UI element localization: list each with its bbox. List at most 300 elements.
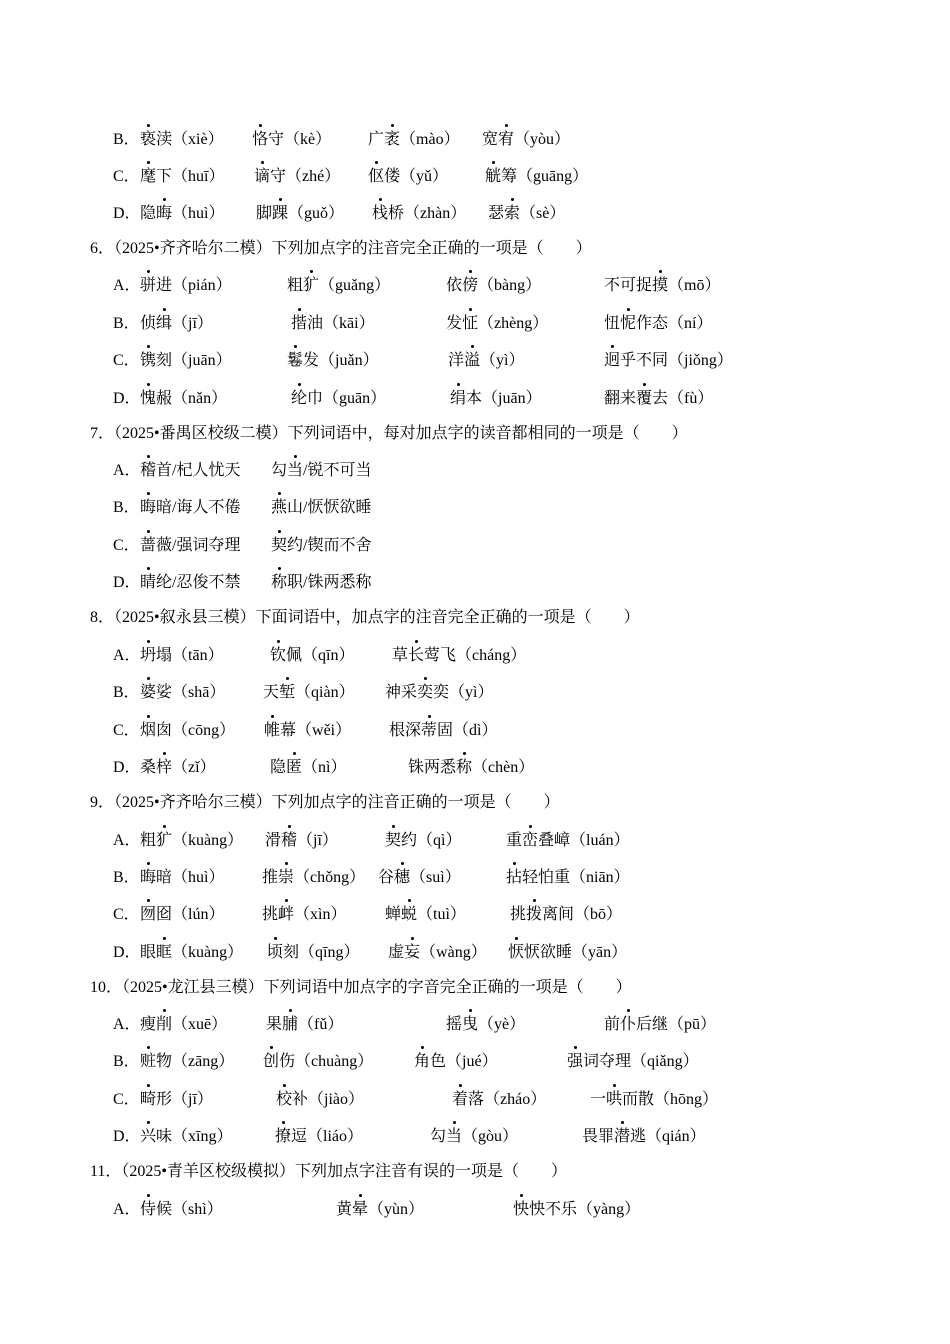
option-word [448, 349, 524, 373]
word-prefix: 隐 [140, 205, 157, 222]
option-word [264, 719, 351, 743]
question-text: 7．（2025•番禺区校级二模）下列词语中，每对加点字的读音都相同的一项是（ ） [90, 425, 688, 442]
word-prefix: 谷 [378, 869, 395, 886]
dotted-character: 麾 [140, 165, 156, 189]
word-prefix: 隐 [270, 759, 287, 776]
option-word [263, 1050, 373, 1074]
option-word [287, 349, 379, 373]
word-suffix: 佩（qīn） [286, 647, 355, 664]
word-prefix: 滑 [265, 832, 282, 849]
option-word [582, 1125, 706, 1149]
question-text: 8．（2025•叙永县三模）下面词语中，加点字的注音完全正确的一项是（ ） [90, 609, 640, 626]
dotted-character: 称 [456, 756, 472, 780]
option-word [372, 202, 466, 226]
option-word [140, 1050, 234, 1074]
question-text: 6．（2025•齐齐哈尔二模）下列加点字的注音完全正确的一项是（ ） [90, 240, 592, 257]
option-word [140, 387, 227, 411]
option-word [270, 644, 354, 668]
word-suffix: 乎不同（jiǒng） [620, 352, 733, 369]
word-suffix: 去（fù） [652, 390, 714, 407]
word-suffix: （guǒ） [288, 205, 345, 222]
option-word [140, 1198, 223, 1222]
option-label[interactable]: D． [113, 205, 141, 222]
dotted-character: 伛 [368, 165, 384, 189]
option-word [408, 756, 534, 780]
word-suffix: （yùn） [368, 1201, 425, 1218]
word-suffix: （qiàn） [295, 684, 355, 701]
option-label[interactable]: D． [113, 390, 141, 407]
word-prefix: 桑 [140, 759, 157, 776]
word-suffix: 轻怕重（niān） [522, 869, 630, 886]
word-suffix: 发（juǎn） [303, 352, 379, 369]
option-word [252, 128, 331, 152]
word-suffix: （yòu） [514, 131, 571, 148]
word-suffix: （wàng） [420, 944, 487, 961]
dotted-character: 拨 [526, 903, 542, 927]
word-prefix: 瑟 [488, 205, 505, 222]
word-suffix: 守（kè） [268, 131, 332, 148]
word-suffix: 山/恹恹欲睡 [287, 499, 372, 516]
word-suffix: （jī） [297, 832, 338, 849]
option-word [385, 681, 493, 705]
word-prefix: 天 [263, 684, 280, 701]
dotted-character: 妄 [404, 941, 420, 965]
dotted-character: 峦 [522, 829, 538, 853]
option-label[interactable]: C． [113, 537, 140, 554]
word-suffix: 暗（huì） [156, 869, 225, 886]
word-suffix: 伤（chuàng） [279, 1053, 374, 1070]
word-suffix: （guǎng） [319, 277, 391, 294]
option-word [506, 866, 630, 890]
option-word [392, 644, 526, 668]
word-prefix: 翻来 [604, 390, 637, 407]
option-word [385, 903, 466, 927]
dotted-character: 怔 [462, 312, 478, 336]
option-word [140, 866, 224, 890]
option-label[interactable]: A． [113, 462, 141, 479]
dotted-character: 梓 [156, 756, 172, 780]
dotted-character: 揩 [291, 312, 307, 336]
dotted-character: 恹 [508, 941, 524, 965]
dotted-character: 仆 [620, 1013, 636, 1037]
word-suffix: （mō） [668, 277, 721, 294]
option-word [140, 681, 225, 705]
dotted-character: 穗 [394, 866, 410, 890]
dotted-character: 潜 [614, 1125, 630, 1149]
word-suffix: 后继（pū） [636, 1016, 717, 1033]
word-suffix: 而散（hōng） [622, 1091, 719, 1108]
word-suffix: （fǔ） [298, 1016, 344, 1033]
dotted-character: 着 [452, 1088, 468, 1112]
word-suffix: 囱（cōng） [156, 722, 236, 739]
option-word [506, 829, 630, 853]
word-suffix: 首/杞人忧天 [156, 462, 241, 479]
dotted-character: 烟 [140, 719, 156, 743]
option-word [140, 459, 240, 483]
word-prefix: 不可捉 [604, 277, 653, 294]
word-suffix: （jī） [172, 315, 213, 332]
dotted-character: 蔷 [140, 534, 156, 558]
option-label[interactable]: B． [113, 315, 140, 332]
word-prefix: 粗 [140, 832, 157, 849]
option-word [140, 756, 216, 780]
word-prefix: 瘦 [140, 1016, 157, 1033]
dotted-character: 犷 [156, 829, 172, 853]
dotted-character: 赃 [140, 1050, 156, 1074]
word-suffix: （mào） [400, 131, 460, 148]
option-word [287, 274, 390, 298]
word-suffix: 逃（qián） [630, 1128, 706, 1145]
word-suffix: 囵（lún） [156, 906, 225, 923]
dotted-character: 亵 [140, 128, 156, 152]
word-suffix: （gòu） [462, 1128, 519, 1145]
option-label[interactable]: B． [113, 684, 140, 701]
dotted-character: 晦 [140, 496, 156, 520]
option-word [140, 202, 224, 226]
dotted-character: 迥 [604, 349, 620, 373]
option-word [388, 941, 487, 965]
word-suffix: 补（jiào） [292, 1091, 365, 1108]
option-label[interactable]: A． [113, 1201, 141, 1218]
option-label[interactable]: A． [113, 1016, 141, 1033]
dotted-character: 角 [414, 1050, 430, 1074]
dotted-character: 当 [287, 459, 303, 483]
option-label[interactable]: A． [113, 647, 141, 664]
option-word [378, 866, 461, 890]
word-prefix: 重 [506, 832, 523, 849]
option-word [414, 1050, 498, 1074]
dotted-character: 契 [271, 534, 287, 558]
word-prefix: 蝉 [385, 906, 402, 923]
option-word [446, 312, 548, 336]
option-word [271, 534, 371, 558]
dotted-character: 囫 [140, 903, 156, 927]
dotted-character: 踝 [272, 202, 288, 226]
dotted-character: 削 [156, 1013, 172, 1037]
option-word [604, 274, 720, 298]
word-suffix: 约（qì） [401, 832, 462, 849]
option-word [140, 496, 240, 520]
word-suffix: 渎（xiè） [156, 131, 224, 148]
word-prefix: 虚 [388, 944, 405, 961]
dotted-character: 晦 [140, 866, 156, 890]
option-word [368, 165, 448, 189]
option-label[interactable]: C． [113, 1091, 140, 1108]
option-word [140, 349, 232, 373]
option-label[interactable]: A． [113, 832, 141, 849]
word-suffix: 叠嶂（luán） [538, 832, 630, 849]
option-word [452, 1088, 546, 1112]
word-suffix: （kuàng） [172, 832, 244, 849]
word-suffix: 本（juān） [466, 390, 542, 407]
option-word [604, 312, 712, 336]
word-suffix: 幕（wěi） [280, 722, 352, 739]
word-suffix: 物（zāng） [156, 1053, 235, 1070]
option-label[interactable]: D． [113, 1128, 141, 1145]
option-word [336, 1198, 424, 1222]
option-word [590, 1088, 718, 1112]
option-label[interactable]: B． [113, 1053, 140, 1070]
word-suffix: 约/锲而不舍 [287, 537, 372, 554]
dotted-character: 称 [271, 571, 287, 595]
word-prefix: 宽 [482, 131, 499, 148]
word-prefix: 草 [392, 647, 409, 664]
word-suffix: 莺飞（cháng） [424, 647, 527, 664]
word-suffix: 桥（zhàn） [388, 205, 467, 222]
option-word [271, 496, 371, 520]
option-word [567, 1050, 699, 1074]
option-word [262, 903, 346, 927]
dotted-character: 蒂 [421, 719, 437, 743]
dotted-character: 覆 [636, 387, 652, 411]
word-suffix: 色（jué） [430, 1053, 498, 1070]
word-suffix: 候（shì） [156, 1201, 223, 1218]
dotted-character: 匿 [286, 756, 302, 780]
dotted-character: 绢 [450, 387, 466, 411]
word-prefix: 挑 [262, 906, 279, 923]
dotted-character: 衅 [278, 903, 294, 927]
dotted-character: 崇 [278, 866, 294, 890]
option-label[interactable]: C． [113, 906, 140, 923]
option-label[interactable]: A． [113, 277, 141, 294]
option-word [140, 719, 235, 743]
option-word [604, 1013, 716, 1037]
word-prefix: 神采 [385, 684, 418, 701]
option-label[interactable]: D． [113, 759, 141, 776]
dotted-character: 谪 [254, 165, 270, 189]
option-word [266, 1013, 343, 1037]
dotted-character: 拈 [506, 866, 522, 890]
word-suffix: （bàng） [478, 277, 542, 294]
word-suffix: 恹欲睡（yān） [524, 944, 628, 961]
word-suffix: 下（huī） [156, 168, 225, 185]
option-word [271, 459, 371, 483]
word-suffix: 形（jī） [156, 1091, 213, 1108]
word-suffix: （chèn） [472, 759, 535, 776]
word-suffix: 娑（shā） [156, 684, 226, 701]
option-word [140, 534, 240, 558]
dotted-character: 栈 [372, 202, 388, 226]
option-word [262, 866, 365, 890]
dotted-character: 摸 [652, 274, 668, 298]
word-suffix: （nì） [302, 759, 347, 776]
option-label[interactable]: C． [113, 168, 140, 185]
dotted-character: 哄 [606, 1088, 622, 1112]
dotted-character: 契 [385, 829, 401, 853]
word-suffix: （sè） [520, 205, 566, 222]
word-prefix: 眼 [140, 944, 157, 961]
option-word [267, 941, 359, 965]
word-prefix: 推 [262, 869, 279, 886]
word-prefix: 粗 [287, 277, 304, 294]
word-suffix: （xuē） [172, 1016, 228, 1033]
word-suffix: 偻（yǔ） [384, 168, 449, 185]
dotted-character: 怩 [620, 312, 636, 336]
option-word [140, 165, 224, 189]
word-suffix: 离间（bō） [542, 906, 623, 923]
word-prefix: 前 [604, 1016, 621, 1033]
option-word [508, 941, 627, 965]
dotted-character: 缉 [156, 312, 172, 336]
option-label[interactable]: C． [113, 722, 140, 739]
dotted-character: 畸 [140, 1088, 156, 1112]
option-word [140, 1125, 232, 1149]
option-word [140, 571, 240, 595]
dotted-character: 晕 [352, 1198, 368, 1222]
dotted-character: 校 [276, 1088, 292, 1112]
option-word [482, 128, 570, 152]
word-suffix: （suì） [410, 869, 461, 886]
option-word [140, 274, 232, 298]
word-prefix: 广 [368, 131, 385, 148]
dotted-character: 索 [504, 202, 520, 226]
dotted-character: 袤 [384, 128, 400, 152]
dotted-character: 愧 [140, 387, 156, 411]
dotted-character: 创 [263, 1050, 279, 1074]
dotted-character: 宥 [498, 128, 514, 152]
dotted-character: 眶 [156, 941, 172, 965]
option-word [291, 387, 386, 411]
dotted-character: 稽 [140, 459, 156, 483]
word-prefix: 发 [446, 315, 463, 332]
word-suffix: /锐不可当 [303, 462, 372, 479]
word-prefix: 脚 [256, 205, 273, 222]
dotted-character: 婆 [140, 681, 156, 705]
dotted-character: 堑 [279, 681, 295, 705]
option-label[interactable]: B． [113, 131, 140, 148]
dotted-character: 长 [408, 644, 424, 668]
option-label[interactable]: C． [113, 352, 140, 369]
word-suffix: （zǐ） [172, 759, 216, 776]
word-suffix: 职/铢两悉称 [287, 574, 372, 591]
word-suffix: 赧（nǎn） [156, 390, 228, 407]
dotted-character: 怏 [513, 1198, 529, 1222]
dotted-character: 镌 [140, 349, 156, 373]
option-label[interactable]: D． [113, 574, 141, 591]
dotted-character: 当 [446, 1125, 462, 1149]
word-prefix: 洋 [448, 352, 465, 369]
dotted-character: 鬈 [287, 349, 303, 373]
word-suffix: （xìn） [294, 906, 347, 923]
word-suffix: 暗/诲人不倦 [156, 499, 241, 516]
option-word [140, 128, 224, 152]
dotted-character: 恪 [252, 128, 268, 152]
dotted-character: 脯 [282, 1013, 298, 1037]
word-suffix: 油（kāi） [307, 315, 375, 332]
option-word [140, 941, 243, 965]
word-prefix: 果 [266, 1016, 283, 1033]
option-word [265, 829, 338, 853]
question-text: 10．（2025•龙江县三模）下列词语中加点字的字音完全正确的一项是（ ） [90, 979, 632, 996]
option-word [513, 1198, 640, 1222]
dotted-character: 傍 [462, 274, 478, 298]
option-word [275, 1125, 363, 1149]
dotted-character: 兴 [140, 1125, 156, 1149]
word-prefix: 畏罪 [582, 1128, 615, 1145]
word-suffix: 奕（yì） [433, 684, 494, 701]
dotted-character: 犷 [303, 274, 319, 298]
option-word [446, 1013, 525, 1037]
word-suffix: （huì） [172, 205, 225, 222]
option-word [270, 756, 346, 780]
word-suffix: （yè） [478, 1016, 526, 1033]
option-label[interactable]: B． [113, 869, 140, 886]
option-word [263, 681, 355, 705]
word-suffix: 落（zháo） [468, 1091, 547, 1108]
word-prefix: 一 [590, 1091, 607, 1108]
dotted-character: 骈 [140, 274, 156, 298]
option-word [140, 903, 224, 927]
dotted-character: 侍 [140, 1198, 156, 1222]
option-word [389, 719, 497, 743]
option-label[interactable]: D． [113, 944, 141, 961]
word-prefix: 挑 [510, 906, 527, 923]
word-suffix: 逗（liáo） [291, 1128, 364, 1145]
option-word [604, 387, 713, 411]
dotted-character: 溢 [464, 349, 480, 373]
dotted-character: 坍 [140, 644, 156, 668]
question-text: 11．（2025•青羊区校级模拟）下列加点字注音有误的一项是（ ） [90, 1163, 568, 1180]
dotted-character: 晦 [156, 202, 172, 226]
option-word [291, 312, 375, 336]
option-word [140, 1088, 213, 1112]
dotted-character: 稽 [281, 829, 297, 853]
dotted-character: 蜕 [401, 903, 417, 927]
word-prefix: 勾 [271, 462, 288, 479]
option-word [140, 829, 243, 853]
dotted-character: 觥 [485, 165, 501, 189]
word-prefix: 黄 [336, 1201, 353, 1218]
word-suffix: 固（dì） [437, 722, 498, 739]
word-prefix: 依 [446, 277, 463, 294]
word-suffix: 薇/强词夺理 [156, 537, 241, 554]
dotted-character: 睛 [140, 571, 156, 595]
word-suffix: 刻（juān） [156, 352, 232, 369]
option-word [256, 202, 344, 226]
word-suffix: （tuì） [417, 906, 466, 923]
word-suffix: 巾（guān） [307, 390, 387, 407]
word-prefix: 摇 [446, 1016, 463, 1033]
option-word [446, 274, 541, 298]
option-word [510, 903, 622, 927]
dotted-character: 强 [567, 1050, 583, 1074]
option-word [604, 349, 733, 373]
dotted-character: 奕 [417, 681, 433, 705]
word-suffix: 筹（guāng） [501, 168, 589, 185]
word-prefix: 勾 [430, 1128, 447, 1145]
word-suffix: 进（pián） [156, 277, 232, 294]
word-suffix: 味（xīng） [156, 1128, 233, 1145]
option-word [385, 829, 461, 853]
dotted-character: 纶 [291, 387, 307, 411]
dotted-character: 曳 [462, 1013, 478, 1037]
dotted-character: 帷 [264, 719, 280, 743]
word-prefix: 根深 [389, 722, 422, 739]
dotted-character: 顷 [267, 941, 283, 965]
option-word [140, 1013, 227, 1037]
option-word [450, 387, 542, 411]
option-label[interactable]: B． [113, 499, 140, 516]
word-suffix: （chǒng） [294, 869, 366, 886]
word-suffix: 怏不乐（yàng） [529, 1201, 641, 1218]
option-word [140, 312, 213, 336]
word-suffix: 守（zhé） [270, 168, 341, 185]
option-word [485, 165, 588, 189]
word-suffix: 纶/忍俊不禁 [156, 574, 241, 591]
word-suffix: （kuàng） [172, 944, 244, 961]
dotted-character: 燕 [271, 496, 287, 520]
option-word [271, 571, 371, 595]
